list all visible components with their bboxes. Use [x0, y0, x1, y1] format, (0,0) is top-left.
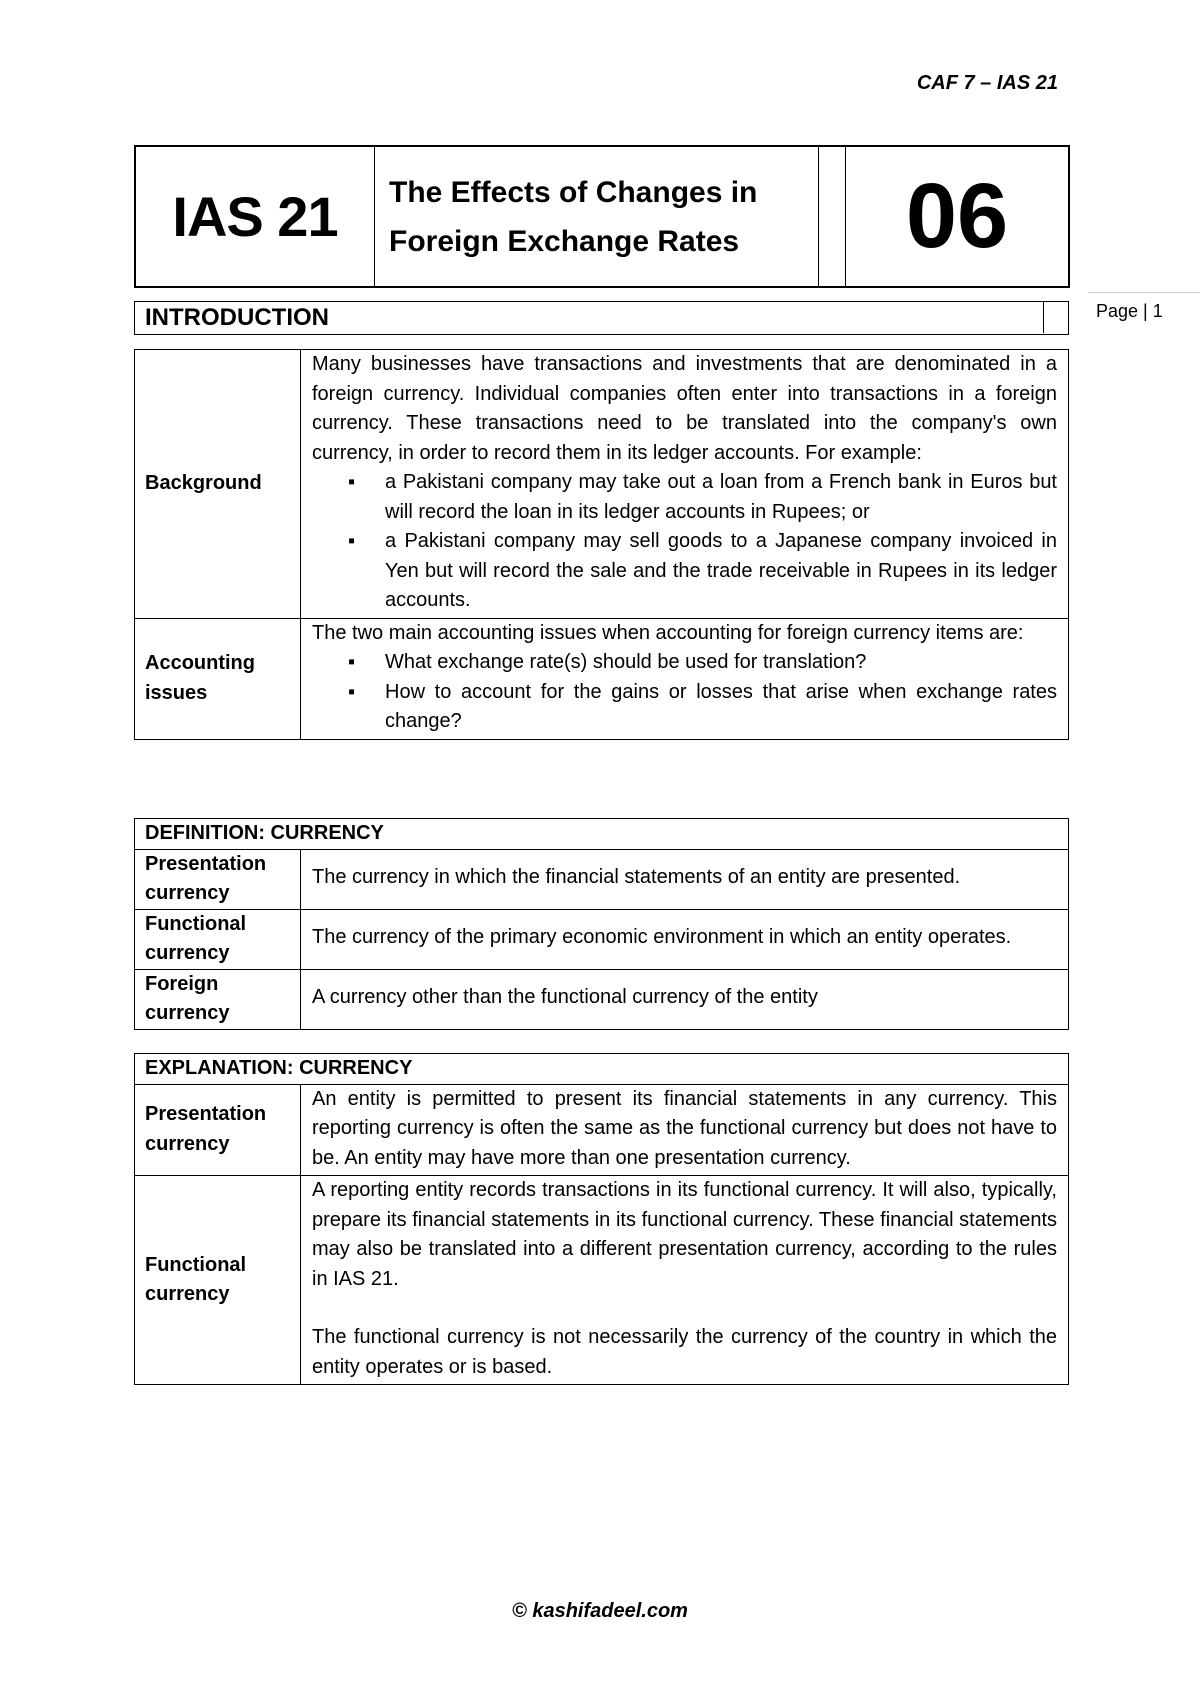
explanation-table — [134, 1053, 1069, 1385]
table-row — [135, 618, 1069, 739]
definition-heading: DEFINITION: CURRENCY — [135, 819, 1069, 850]
explanation-text-cell — [301, 1176, 1069, 1385]
definition-term: Presentation currency — [135, 849, 301, 909]
background-label: Background — [135, 350, 301, 619]
running-head: CAF 7 – IAS 21 — [916, 72, 1058, 94]
table-header-row — [135, 819, 1069, 850]
list-item: ▪ a Pakistani company may sell goods to a Japanese company invoiced in Yen but will record the sale and the trade receivable in Rupees in its ledger accounts. — [312, 527, 1057, 616]
table-row — [135, 849, 1069, 909]
explanation-paragraph: The functional currency is not necessarily the currency of the country in which the entity operates or is based. — [312, 1326, 1057, 1378]
chapter-title-line-1: The Effects of Changes in — [389, 175, 758, 209]
introduction-table — [134, 349, 1069, 740]
standard-code: IAS 21 — [136, 147, 375, 286]
chapter-number: 06 — [905, 165, 1009, 267]
chapter-title-line-2: Foreign Exchange Rates — [389, 224, 740, 258]
table-row — [135, 1084, 1069, 1176]
page-margin-rule — [1088, 292, 1200, 293]
background-cell — [301, 350, 1069, 619]
accounting-issues-bullet-list — [312, 648, 1057, 737]
footer-copyright: © kashifadeel.com — [512, 1600, 688, 1622]
definition-term: Functional currency — [135, 909, 301, 969]
table-header-row — [135, 1054, 1069, 1085]
explanation-term: Functional currency — [135, 1176, 301, 1385]
explanation-term: Presentation currency — [135, 1084, 301, 1176]
accounting-issues-label: Accounting issues — [135, 618, 301, 739]
section-heading — [134, 301, 1069, 335]
definition-term: Foreign currency — [135, 969, 301, 1029]
section-heading-text: INTRODUCTION — [145, 304, 329, 331]
table-row — [135, 969, 1069, 1029]
accounting-issues-cell — [301, 618, 1069, 739]
page-number: Page | 1 — [1096, 301, 1163, 321]
table-row — [135, 350, 1069, 619]
section-heading-end-box — [1043, 302, 1068, 333]
background-bullet-list — [312, 468, 1057, 616]
title-box-spacer — [819, 147, 846, 286]
definition-text: The currency of the primary economic environment in which an entity operates. — [301, 909, 1069, 969]
list-item: ▪ a Pakistani company may take out a loan from a French bank in Euros but will record the loan in its ledger accounts in Rupees; or — [312, 468, 1057, 527]
bullet-icon: ▪ — [348, 530, 356, 552]
definition-text: The currency in which the financial statements of an entity are presented. — [301, 849, 1069, 909]
table-row — [135, 909, 1069, 969]
explanation-text: An entity is permitted to present its financial statements in any currency. This reporting currency is often the same as the functional currency but does not have to be. An entity may have more than one presentation currency. — [301, 1084, 1069, 1176]
chapter-title-box — [134, 145, 1070, 288]
bullet-icon: ▪ — [348, 471, 356, 493]
bullet-icon: ▪ — [348, 651, 356, 673]
list-item: ▪ What exchange rate(s) should be used for translation? — [312, 648, 1057, 678]
background-text: Many businesses have transactions and investments that are denominated in a foreign currency. Individual companies often enter into transactions in a foreign currency. These transactions need to be translated into the company's own currency, in order to record them in its ledger accounts. For example: — [312, 353, 1057, 464]
list-item: ▪ How to account for the gains or losses that arise when exchange rates change? — [312, 678, 1057, 737]
definition-table — [134, 818, 1069, 1030]
explanation-paragraph: A reporting entity records transactions in its functional currency. It will also, typically, prepare its financial statements in its functional currency. These financial statements may also be translated into a different presentation currency, according to the rules in IAS 21. — [312, 1179, 1057, 1290]
accounting-issues-text: The two main accounting issues when accounting for foreign currency items are: — [312, 621, 1024, 644]
table-row — [135, 1176, 1069, 1385]
chapter-title — [375, 147, 819, 286]
bullet-icon: ▪ — [348, 680, 356, 703]
explanation-heading: EXPLANATION: CURRENCY — [135, 1054, 1069, 1085]
definition-text: A currency other than the functional currency of the entity — [301, 969, 1069, 1029]
paragraph-spacer — [312, 1294, 1057, 1323]
